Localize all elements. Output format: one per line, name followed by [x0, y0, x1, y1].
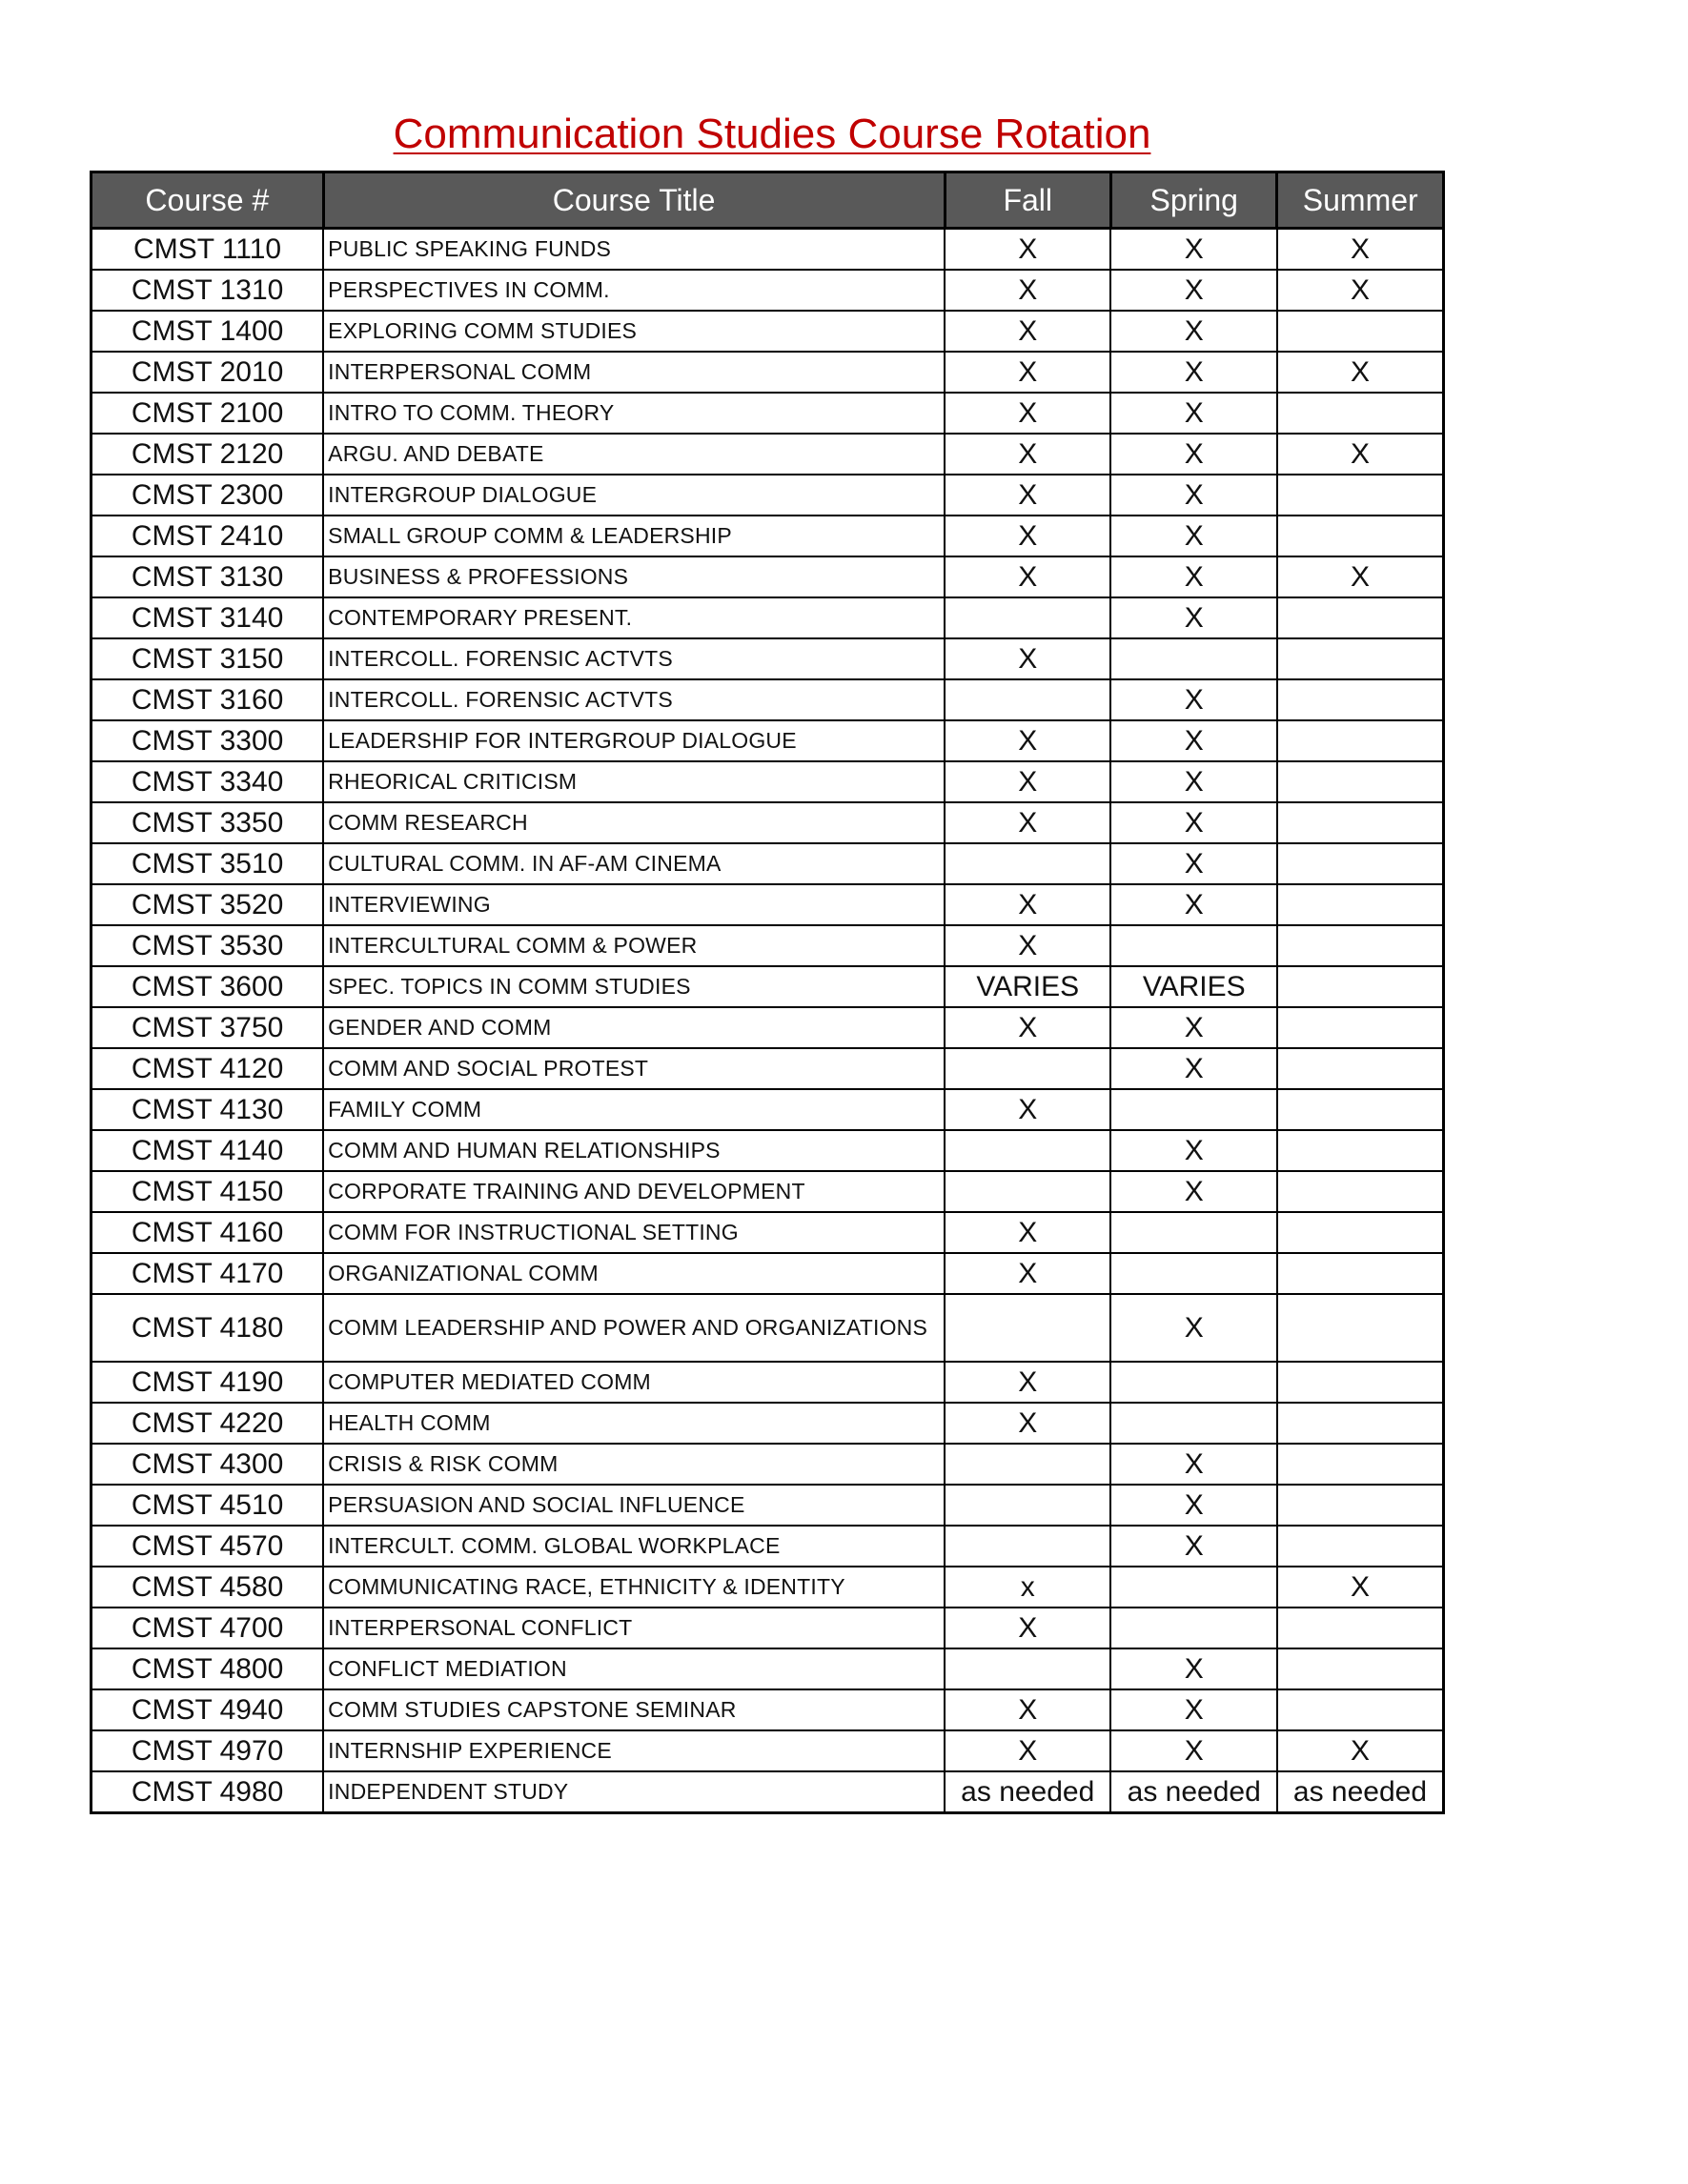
spring-cell: [1110, 1608, 1276, 1648]
course-number-cell: CMST 4130: [92, 1089, 324, 1130]
course-number-cell: CMST 2100: [92, 393, 324, 434]
summer-cell: [1277, 802, 1444, 843]
summer-cell: [1277, 1294, 1444, 1362]
course-number-cell: CMST 2410: [92, 516, 324, 556]
fall-cell: X: [945, 1689, 1110, 1730]
table-row: [92, 1171, 1444, 1212]
fall-cell: X: [945, 884, 1110, 925]
table-row: [92, 434, 1444, 475]
fall-cell: X: [945, 802, 1110, 843]
table-row: [92, 1485, 1444, 1526]
summer-cell: [1277, 843, 1444, 884]
fall-cell: VARIES: [945, 966, 1110, 1007]
fall-cell: X: [945, 1007, 1110, 1048]
summer-cell: [1277, 761, 1444, 802]
spring-cell: X: [1110, 556, 1276, 597]
summer-cell: [1277, 720, 1444, 761]
table-row: [92, 679, 1444, 720]
summer-cell: [1277, 597, 1444, 638]
course-title-cell: COMM FOR INSTRUCTIONAL SETTING: [323, 1212, 945, 1253]
table-row: [92, 1130, 1444, 1171]
spring-cell: X: [1110, 1048, 1276, 1089]
table-row: [92, 884, 1444, 925]
summer-cell: [1277, 475, 1444, 516]
course-title-cell: CULTURAL COMM. IN AF-AM CINEMA: [323, 843, 945, 884]
fall-cell: [945, 1048, 1110, 1089]
summer-cell: [1277, 1689, 1444, 1730]
course-title-cell: COMM LEADERSHIP AND POWER AND ORGANIZATIONS: [323, 1294, 945, 1362]
course-number-cell: CMST 4170: [92, 1253, 324, 1294]
summer-cell: [1277, 1526, 1444, 1567]
fall-cell: X: [945, 229, 1110, 271]
spring-cell: X: [1110, 1485, 1276, 1526]
table-row: [92, 1444, 1444, 1485]
summer-cell: [1277, 1089, 1444, 1130]
course-title-cell: COMM AND SOCIAL PROTEST: [323, 1048, 945, 1089]
table-row: [92, 1212, 1444, 1253]
course-number-cell: CMST 3160: [92, 679, 324, 720]
course-title-cell: LEADERSHIP FOR INTERGROUP DIALOGUE: [323, 720, 945, 761]
course-number-cell: CMST 3340: [92, 761, 324, 802]
page-title: Communication Studies Course Rotation: [393, 111, 1151, 157]
spring-cell: VARIES: [1110, 966, 1276, 1007]
fall-cell: X: [945, 475, 1110, 516]
spring-cell: X: [1110, 475, 1276, 516]
table-row: [92, 1730, 1444, 1771]
spring-cell: [1110, 638, 1276, 679]
fall-cell: X: [945, 1089, 1110, 1130]
table-row: [92, 1648, 1444, 1689]
fall-cell: [945, 1294, 1110, 1362]
summer-cell: X: [1277, 1567, 1444, 1608]
summer-cell: [1277, 1648, 1444, 1689]
course-number-cell: CMST 4180: [92, 1294, 324, 1362]
spring-cell: X: [1110, 352, 1276, 393]
fall-cell: X: [945, 311, 1110, 352]
course-number-cell: CMST 4800: [92, 1648, 324, 1689]
spring-cell: [1110, 1403, 1276, 1444]
fall-cell: X: [945, 1608, 1110, 1648]
course-number-cell: CMST 4160: [92, 1212, 324, 1253]
summer-cell: [1277, 1007, 1444, 1048]
column-header-course-title: Course Title: [323, 172, 945, 229]
table-row: [92, 925, 1444, 966]
fall-cell: as needed: [945, 1771, 1110, 1813]
fall-cell: X: [945, 1403, 1110, 1444]
course-title-cell: HEALTH COMM: [323, 1403, 945, 1444]
fall-cell: [945, 679, 1110, 720]
spring-cell: [1110, 1567, 1276, 1608]
spring-cell: [1110, 1362, 1276, 1403]
table-row: [92, 1253, 1444, 1294]
summer-cell: [1277, 1212, 1444, 1253]
table-row: [92, 270, 1444, 311]
column-header-summer: Summer: [1277, 172, 1444, 229]
table-row: [92, 393, 1444, 434]
summer-cell: [1277, 1444, 1444, 1485]
summer-cell: [1277, 638, 1444, 679]
spring-cell: X: [1110, 884, 1276, 925]
course-number-cell: CMST 2120: [92, 434, 324, 475]
course-number-cell: CMST 1400: [92, 311, 324, 352]
spring-cell: X: [1110, 311, 1276, 352]
table-row: [92, 1403, 1444, 1444]
course-number-cell: CMST 3300: [92, 720, 324, 761]
course-number-cell: CMST 4980: [92, 1771, 324, 1813]
summer-cell: [1277, 1608, 1444, 1648]
course-title-cell: CONTEMPORARY PRESENT.: [323, 597, 945, 638]
summer-cell: X: [1277, 1730, 1444, 1771]
fall-cell: X: [945, 434, 1110, 475]
summer-cell: [1277, 884, 1444, 925]
course-number-cell: CMST 3520: [92, 884, 324, 925]
fall-cell: X: [945, 1362, 1110, 1403]
course-title-cell: GENDER AND COMM: [323, 1007, 945, 1048]
table-row: [92, 1089, 1444, 1130]
table-row: [92, 1362, 1444, 1403]
fall-cell: [945, 1648, 1110, 1689]
table-row: [92, 966, 1444, 1007]
course-number-cell: CMST 4570: [92, 1526, 324, 1567]
table-row: [92, 516, 1444, 556]
course-number-cell: CMST 4140: [92, 1130, 324, 1171]
spring-cell: [1110, 1253, 1276, 1294]
spring-cell: [1110, 925, 1276, 966]
course-title-cell: COMPUTER MEDIATED COMM: [323, 1362, 945, 1403]
spring-cell: X: [1110, 720, 1276, 761]
course-title-cell: INTERPERSONAL CONFLICT: [323, 1608, 945, 1648]
course-number-cell: CMST 3130: [92, 556, 324, 597]
course-title-cell: CONFLICT MEDIATION: [323, 1648, 945, 1689]
course-title-cell: INTERPERSONAL COMM: [323, 352, 945, 393]
course-title-cell: COMM STUDIES CAPSTONE SEMINAR: [323, 1689, 945, 1730]
fall-cell: [945, 843, 1110, 884]
table-row: [92, 1526, 1444, 1567]
course-title-cell: FAMILY COMM: [323, 1089, 945, 1130]
course-title-cell: INDEPENDENT STUDY: [323, 1771, 945, 1813]
table-row: [92, 311, 1444, 352]
table-row: [92, 556, 1444, 597]
summer-cell: [1277, 1253, 1444, 1294]
spring-cell: X: [1110, 1171, 1276, 1212]
summer-cell: [1277, 925, 1444, 966]
table-row: [92, 1007, 1444, 1048]
spring-cell: X: [1110, 434, 1276, 475]
course-number-cell: CMST 3140: [92, 597, 324, 638]
table-row: [92, 638, 1444, 679]
course-number-cell: CMST 4940: [92, 1689, 324, 1730]
spring-cell: X: [1110, 761, 1276, 802]
header-row: [92, 172, 1444, 229]
course-title-cell: INTRO TO COMM. THEORY: [323, 393, 945, 434]
summer-cell: as needed: [1277, 1771, 1444, 1813]
course-title-cell: RHEORICAL CRITICISM: [323, 761, 945, 802]
fall-cell: [945, 1444, 1110, 1485]
table-row: [92, 1567, 1444, 1608]
course-title-cell: COMMUNICATING RACE, ETHNICITY & IDENTITY: [323, 1567, 945, 1608]
summer-cell: [1277, 1171, 1444, 1212]
course-number-cell: CMST 2300: [92, 475, 324, 516]
course-title-cell: COMM AND HUMAN RELATIONSHIPS: [323, 1130, 945, 1171]
fall-cell: X: [945, 556, 1110, 597]
course-title-cell: ORGANIZATIONAL COMM: [323, 1253, 945, 1294]
summer-cell: X: [1277, 270, 1444, 311]
table-row: [92, 761, 1444, 802]
column-header-fall: Fall: [945, 172, 1110, 229]
table-row: [92, 1608, 1444, 1648]
spring-cell: X: [1110, 1730, 1276, 1771]
fall-cell: X: [945, 638, 1110, 679]
course-title-cell: INTERCOLL. FORENSIC ACTVTS: [323, 638, 945, 679]
course-number-cell: CMST 4120: [92, 1048, 324, 1089]
course-title-cell: CRISIS & RISK COMM: [323, 1444, 945, 1485]
fall-cell: X: [945, 1730, 1110, 1771]
course-title-cell: SMALL GROUP COMM & LEADERSHIP: [323, 516, 945, 556]
spring-cell: X: [1110, 516, 1276, 556]
fall-cell: X: [945, 1253, 1110, 1294]
summer-cell: [1277, 311, 1444, 352]
course-number-cell: CMST 3150: [92, 638, 324, 679]
summer-cell: X: [1277, 434, 1444, 475]
summer-cell: [1277, 966, 1444, 1007]
course-number-cell: CMST 4700: [92, 1608, 324, 1648]
spring-cell: X: [1110, 802, 1276, 843]
course-number-cell: CMST 3510: [92, 843, 324, 884]
table-row: [92, 802, 1444, 843]
fall-cell: X: [945, 393, 1110, 434]
column-header-spring: Spring: [1110, 172, 1276, 229]
fall-cell: X: [945, 270, 1110, 311]
fall-cell: X: [945, 1212, 1110, 1253]
summer-cell: [1277, 1403, 1444, 1444]
course-number-cell: CMST 3350: [92, 802, 324, 843]
summer-cell: [1277, 679, 1444, 720]
table-row: [92, 1294, 1444, 1362]
fall-cell: [945, 1526, 1110, 1567]
course-number-cell: CMST 4970: [92, 1730, 324, 1771]
summer-cell: [1277, 1362, 1444, 1403]
table-body: [92, 229, 1444, 1813]
fall-cell: [945, 1171, 1110, 1212]
course-title-cell: INTERCULTURAL COMM & POWER: [323, 925, 945, 966]
spring-cell: X: [1110, 1648, 1276, 1689]
summer-cell: [1277, 1130, 1444, 1171]
course-title-cell: INTERNSHIP EXPERIENCE: [323, 1730, 945, 1771]
spring-cell: X: [1110, 679, 1276, 720]
fall-cell: X: [945, 761, 1110, 802]
table-row: [92, 1771, 1444, 1813]
spring-cell: X: [1110, 1007, 1276, 1048]
spring-cell: [1110, 1089, 1276, 1130]
course-number-cell: CMST 4150: [92, 1171, 324, 1212]
fall-cell: X: [945, 925, 1110, 966]
course-title-cell: INTERCULT. COMM. GLOBAL WORKPLACE: [323, 1526, 945, 1567]
fall-cell: X: [945, 352, 1110, 393]
spring-cell: X: [1110, 843, 1276, 884]
summer-cell: [1277, 1485, 1444, 1526]
course-number-cell: CMST 4190: [92, 1362, 324, 1403]
course-number-cell: CMST 1310: [92, 270, 324, 311]
summer-cell: [1277, 516, 1444, 556]
course-number-cell: CMST 3600: [92, 966, 324, 1007]
summer-cell: X: [1277, 556, 1444, 597]
course-title-cell: PERSUASION AND SOCIAL INFLUENCE: [323, 1485, 945, 1526]
course-number-cell: CMST 1110: [92, 229, 324, 271]
summer-cell: [1277, 1048, 1444, 1089]
course-number-cell: CMST 2010: [92, 352, 324, 393]
course-title-cell: ARGU. AND DEBATE: [323, 434, 945, 475]
spring-cell: X: [1110, 393, 1276, 434]
course-number-cell: CMST 3750: [92, 1007, 324, 1048]
fall-cell: [945, 1130, 1110, 1171]
table-row: [92, 720, 1444, 761]
course-title-cell: PERSPECTIVES IN COMM.: [323, 270, 945, 311]
table-row: [92, 597, 1444, 638]
spring-cell: X: [1110, 1130, 1276, 1171]
table-row: [92, 352, 1444, 393]
course-title-cell: INTERGROUP DIALOGUE: [323, 475, 945, 516]
fall-cell: X: [945, 720, 1110, 761]
spring-cell: X: [1110, 229, 1276, 271]
table-row: [92, 1689, 1444, 1730]
spring-cell: X: [1110, 1294, 1276, 1362]
course-number-cell: CMST 4510: [92, 1485, 324, 1526]
spring-cell: [1110, 1212, 1276, 1253]
table-row: [92, 475, 1444, 516]
table-row: [92, 843, 1444, 884]
course-number-cell: CMST 4300: [92, 1444, 324, 1485]
spring-cell: X: [1110, 1689, 1276, 1730]
course-number-cell: CMST 4220: [92, 1403, 324, 1444]
table-row: [92, 1048, 1444, 1089]
fall-cell: X: [945, 516, 1110, 556]
spring-cell: X: [1110, 270, 1276, 311]
spring-cell: X: [1110, 1526, 1276, 1567]
course-title-cell: BUSINESS & PROFESSIONS: [323, 556, 945, 597]
column-header-course-number: Course #: [92, 172, 324, 229]
spring-cell: as needed: [1110, 1771, 1276, 1813]
course-title-cell: CORPORATE TRAINING AND DEVELOPMENT: [323, 1171, 945, 1212]
spring-cell: X: [1110, 597, 1276, 638]
course-number-cell: CMST 3530: [92, 925, 324, 966]
fall-cell: [945, 1485, 1110, 1526]
spring-cell: X: [1110, 1444, 1276, 1485]
course-number-cell: CMST 4580: [92, 1567, 324, 1608]
course-title-cell: PUBLIC SPEAKING FUNDS: [323, 229, 945, 271]
summer-cell: X: [1277, 352, 1444, 393]
fall-cell: [945, 597, 1110, 638]
course-title-cell: SPEC. TOPICS IN COMM STUDIES: [323, 966, 945, 1007]
table-row: [92, 229, 1444, 271]
course-rotation-table: [90, 171, 1445, 1814]
course-title-cell: INTERVIEWING: [323, 884, 945, 925]
course-title-cell: COMM RESEARCH: [323, 802, 945, 843]
summer-cell: [1277, 393, 1444, 434]
fall-cell: x: [945, 1567, 1110, 1608]
summer-cell: X: [1277, 229, 1444, 271]
course-title-cell: EXPLORING COMM STUDIES: [323, 311, 945, 352]
course-title-cell: INTERCOLL. FORENSIC ACTVTS: [323, 679, 945, 720]
